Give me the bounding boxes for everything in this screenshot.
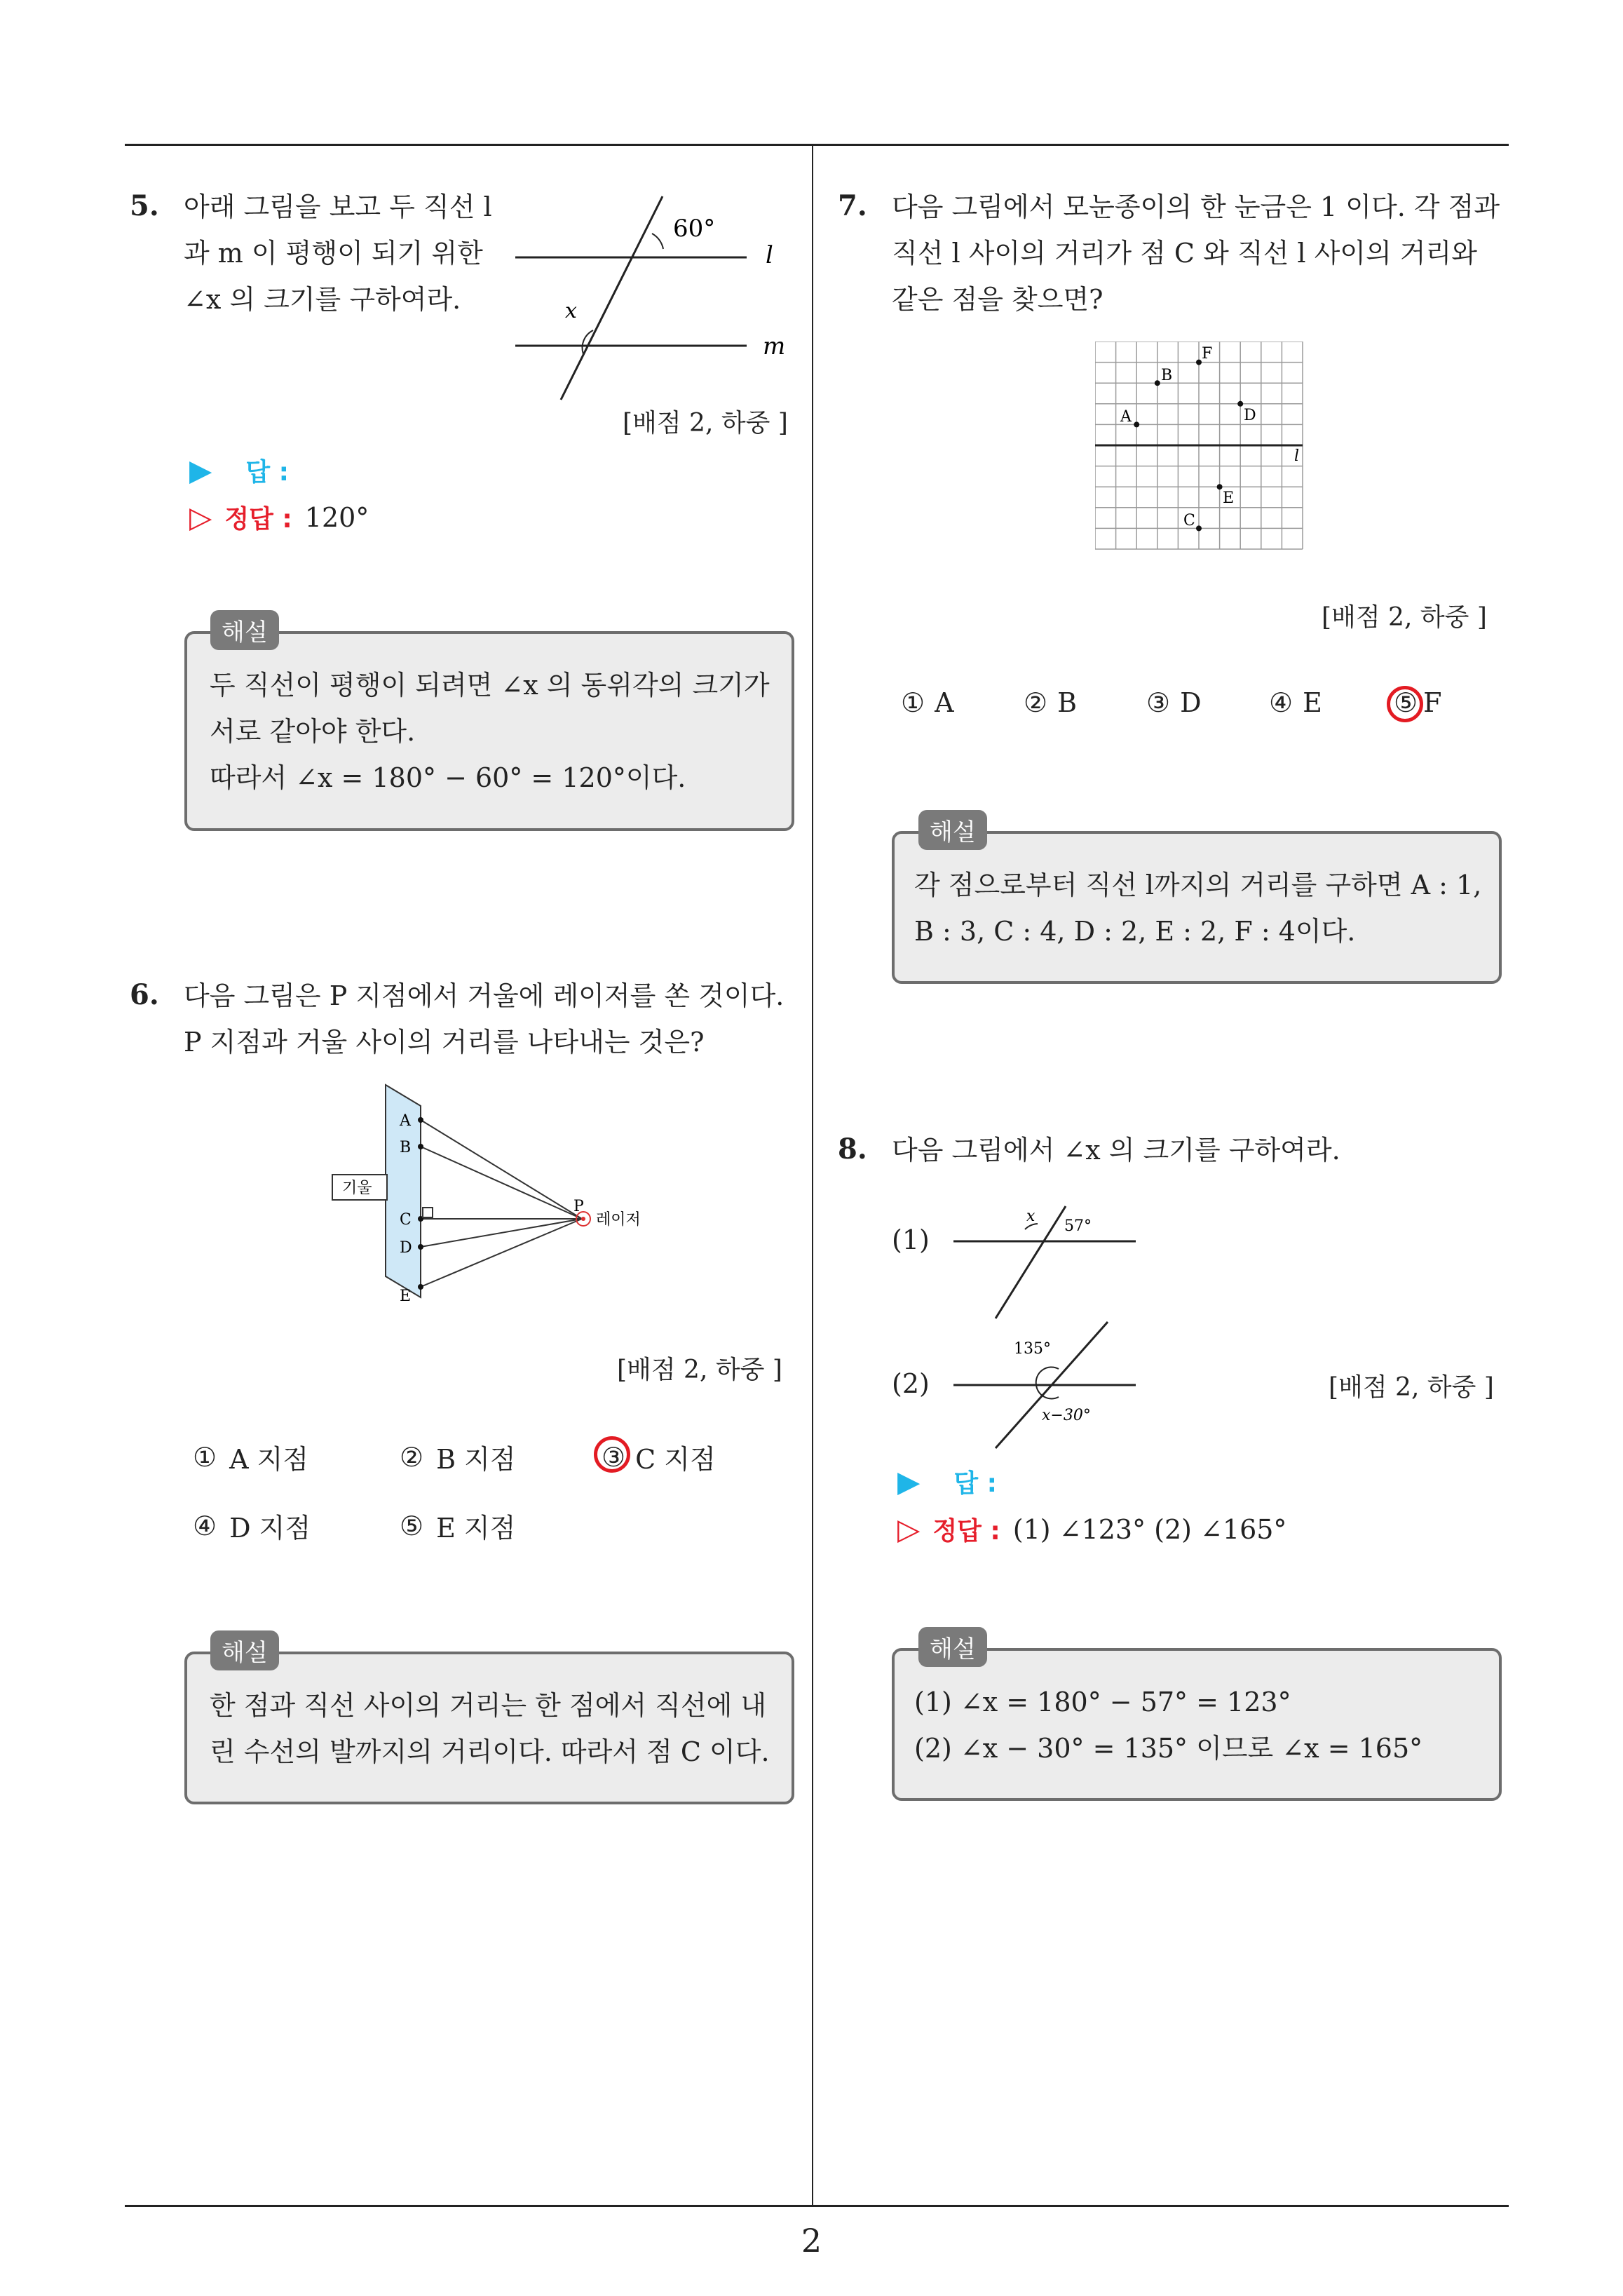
q5-correct-row xyxy=(189,499,369,535)
q6-mirror-label: 기울 xyxy=(342,1180,372,1197)
q7-point-c xyxy=(1196,525,1202,531)
q6-point-d xyxy=(418,1244,423,1250)
q7-label-e: E xyxy=(1223,489,1235,507)
q5-explanation-text xyxy=(210,662,770,801)
q6-choice-2-label: B 지점 xyxy=(436,1444,516,1475)
q8-question: 다음 그림에서 ∠x 의 크기를 구하여라. xyxy=(892,1135,1340,1166)
q6-figure xyxy=(330,1076,659,1315)
q5-text-line1: 아래 그림을 보고 두 직선 l xyxy=(184,191,492,222)
q6-point-a xyxy=(418,1117,423,1123)
q7-choice-4[interactable] xyxy=(1269,687,1322,718)
q7-choice-1[interactable] xyxy=(901,687,954,718)
q7-point-a xyxy=(1134,421,1139,427)
q8-explanation-line: (1) ∠x = 180° − 57° = 123° xyxy=(914,1687,1291,1717)
q8-fig2-angle-arc-bottom xyxy=(1036,1385,1059,1398)
q7-choice-3-num: ③ xyxy=(1146,687,1171,718)
q5-correct-value: 120° xyxy=(304,501,369,533)
q5-angle-arc-60 xyxy=(652,234,663,249)
q6-explanation-box xyxy=(184,1652,794,1804)
q7-text-line2: 직선 l 사이의 거리가 점 C 와 직선 l 사이의 거리와 xyxy=(892,238,1477,269)
q8-fig2-expr-label: x−30° xyxy=(1042,1407,1091,1424)
q8-explanation-box xyxy=(892,1648,1502,1801)
q5-explanation-tab: 해설 xyxy=(210,610,279,650)
q6-explanation-tab: 해설 xyxy=(210,1630,279,1670)
q7-choice-5-label: F xyxy=(1423,687,1442,718)
laser-dot xyxy=(581,1217,585,1221)
q6-point-e xyxy=(418,1284,423,1290)
q7-explanation-box xyxy=(892,831,1502,984)
q6-ray-a xyxy=(421,1120,582,1219)
q7-point-b xyxy=(1155,380,1160,386)
q6-score: [배점 2, 하중 ] xyxy=(617,1356,782,1384)
q7-explanation-text xyxy=(914,862,1481,954)
q7-number: 7. xyxy=(838,189,867,222)
q5-correct-label: 정답 : xyxy=(224,505,292,534)
q5-explanation-line: 따라서 ∠x = 180° − 60° = 120°이다. xyxy=(210,762,686,793)
q6-label-p: P xyxy=(573,1198,584,1215)
q5-text-line3: ∠x 의 크기를 구하여라. xyxy=(184,284,461,315)
q5-text-line2: 과 m 이 평행이 되기 위한 xyxy=(184,238,483,269)
column-divider xyxy=(812,144,813,2207)
q5-number: 5. xyxy=(130,189,159,222)
q8-correct-value: (1) ∠123° (2) ∠165° xyxy=(1012,1513,1287,1545)
q7-explanation-line: 각 점으로부터 직선 l까지의 거리를 구하면 A : 1, xyxy=(914,870,1482,900)
q6-label-e: E xyxy=(400,1288,412,1305)
q8-correct-row xyxy=(897,1511,1286,1547)
q6-label-b: B xyxy=(400,1139,412,1156)
q6-choice-2[interactable] xyxy=(400,1438,516,1476)
q6-choice-2-num: ② xyxy=(400,1441,424,1473)
q6-choice-1-label: A 지점 xyxy=(229,1444,309,1475)
q7-label-l: l xyxy=(1294,447,1300,465)
q5-explanation-line: 서로 같아야 한다. xyxy=(210,716,416,747)
q6-point-b xyxy=(418,1144,423,1149)
q7-text-line3: 같은 점을 찾으면? xyxy=(892,284,1103,315)
q6-ray-d xyxy=(421,1219,582,1247)
q6-label-a: A xyxy=(400,1112,411,1130)
q6-choice-5[interactable] xyxy=(400,1506,515,1545)
q7-choice-1-num: ① xyxy=(901,687,925,718)
q6-ray-b xyxy=(421,1147,582,1219)
q8-correct-label: 정답 : xyxy=(932,1517,1000,1546)
q7-choice-3-label: D xyxy=(1180,687,1202,718)
q5-label-m: m xyxy=(763,332,786,360)
q6-text-line1: 다음 그림은 P 지점에서 거울에 레이저를 쏜 것이다. xyxy=(184,980,785,1011)
q6-ray-e xyxy=(421,1219,582,1287)
q6-choice-5-label: E 지점 xyxy=(436,1513,516,1544)
q6-choice-3[interactable] xyxy=(602,1438,716,1476)
q6-explanation-text xyxy=(210,1682,770,1775)
q7-choice-4-num: ④ xyxy=(1269,687,1293,718)
q5-answer-label: 답 : xyxy=(245,458,290,487)
q6-choice-4[interactable] xyxy=(193,1506,311,1545)
q7-question xyxy=(892,184,1509,323)
q7-choice-1-label: A xyxy=(935,687,954,718)
q6-number: 6. xyxy=(130,978,159,1011)
answer-arrow-icon: ▶ xyxy=(189,453,212,487)
bottom-rule xyxy=(125,2205,1509,2207)
q8-fig2-label: (2) xyxy=(892,1368,930,1399)
q8-answer-label: 답 : xyxy=(953,1469,998,1498)
q5-question xyxy=(184,184,513,323)
q8-figure-1 xyxy=(946,1203,1143,1325)
q6-explanation-line: 한 점과 직선 사이의 거리는 한 점에서 직선에 내 xyxy=(210,1690,767,1721)
q8-fig1-angle-label: 57° xyxy=(1064,1217,1092,1235)
q5-answer-row xyxy=(189,452,289,488)
q6-label-d: D xyxy=(400,1239,412,1257)
q8-fig2-angle-label: 135° xyxy=(1014,1340,1051,1358)
q6-choice-1[interactable] xyxy=(193,1438,308,1476)
q7-label-f: F xyxy=(1202,345,1213,363)
q6-choice-4-label: D 지점 xyxy=(229,1513,311,1544)
q5-explanation-box xyxy=(184,631,794,831)
q8-fig1-x-label: x xyxy=(1026,1208,1035,1225)
q7-text-line1: 다음 그림에서 모눈종이의 한 눈금은 1 이다. 각 점과 xyxy=(892,191,1500,222)
q7-explanation-line: B : 3, C : 4, D : 2, E : 2, F : 4이다. xyxy=(914,916,1356,947)
q6-choice-4-num: ④ xyxy=(193,1510,217,1541)
correct-arrow-icon: ▷ xyxy=(897,1512,921,1546)
q6-question xyxy=(184,973,815,1065)
q8-fig1-label: (1) xyxy=(892,1224,930,1255)
q5-label-x: x xyxy=(565,299,577,323)
q6-text-line2: P 지점과 거울 사이의 거리를 나타내는 것은? xyxy=(184,1027,705,1058)
q7-label-b: B xyxy=(1161,367,1173,384)
q7-point-f xyxy=(1196,360,1202,365)
q7-choice-3[interactable] xyxy=(1146,687,1202,718)
q7-score: [배점 2, 하중 ] xyxy=(1322,603,1487,632)
q6-label-c: C xyxy=(400,1211,412,1229)
q7-label-d: D xyxy=(1244,407,1256,424)
q7-explanation-tab: 해설 xyxy=(918,810,987,850)
q8-number: 8. xyxy=(838,1133,867,1166)
q6-explanation-line: 린 수선의 발까지의 거리이다. 따라서 점 C 이다. xyxy=(210,1736,770,1767)
q8-explanation-line: (2) ∠x − 30° = 135° 이므로 ∠x = 165° xyxy=(914,1733,1423,1764)
q7-choice-4-label: E xyxy=(1303,687,1322,718)
q7-choice-2-label: B xyxy=(1057,687,1078,718)
q7-choice-2-num: ② xyxy=(1024,687,1048,718)
correct-arrow-icon: ▷ xyxy=(189,500,212,534)
q5-angle-arc-x xyxy=(583,330,593,354)
q6-choice-3-label: C 지점 xyxy=(635,1444,716,1475)
q7-label-a: A xyxy=(1120,408,1132,426)
q6-laser-label: 레이저 xyxy=(596,1211,641,1229)
q8-figure-2 xyxy=(946,1318,1143,1452)
q8-explanation-tab: 해설 xyxy=(918,1627,987,1667)
q5-figure xyxy=(505,193,799,410)
answer-arrow-icon: ▶ xyxy=(897,1464,921,1499)
q5-score: [배점 2, 하중 ] xyxy=(623,409,788,438)
q5-angle-label: 60° xyxy=(673,215,716,243)
q7-point-d xyxy=(1237,401,1243,407)
q5-explanation-line: 두 직선이 평행이 되려면 ∠x 의 동위각의 크기가 xyxy=(210,670,770,701)
q6-choice-3-num: ③ xyxy=(602,1441,626,1473)
q7-choice-5[interactable] xyxy=(1394,687,1441,718)
q6-choice-5-num: ⑤ xyxy=(400,1510,424,1541)
q7-choice-5-num: ⑤ xyxy=(1394,687,1418,718)
q8-explanation-text xyxy=(914,1679,1422,1771)
q5-transversal xyxy=(561,196,663,400)
q7-choice-2[interactable] xyxy=(1024,687,1077,718)
q8-score: [배점 2, 하중 ] xyxy=(1329,1373,1494,1402)
q6-right-angle-mark xyxy=(423,1208,433,1217)
q8-answer-row xyxy=(897,1464,997,1499)
q7-point-e xyxy=(1217,484,1223,489)
page-number: 2 xyxy=(801,2222,822,2260)
q7-grid-figure xyxy=(1095,342,1305,552)
q7-label-c: C xyxy=(1183,512,1195,529)
q5-label-l: l xyxy=(766,241,773,269)
top-rule xyxy=(125,144,1509,146)
q6-choice-1-num: ① xyxy=(193,1441,217,1473)
